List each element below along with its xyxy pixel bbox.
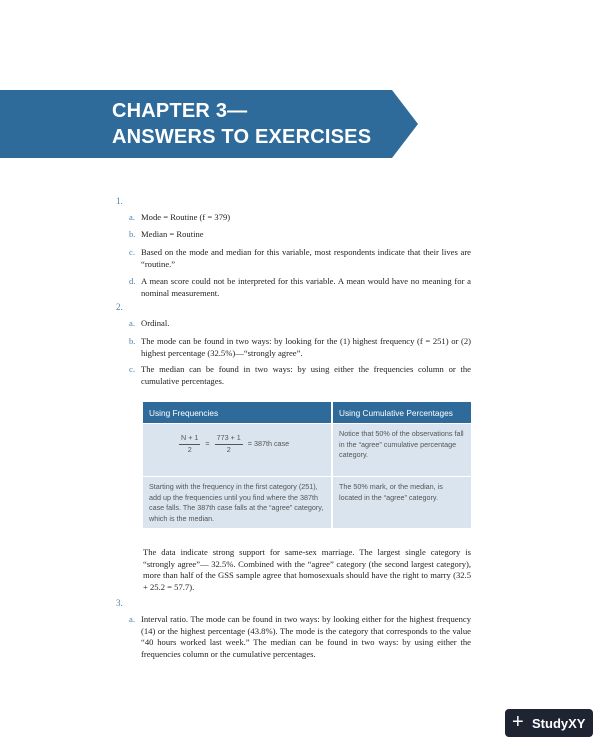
formula-left-denominator: 2 <box>187 444 192 454</box>
table-cell-formula <box>143 423 333 476</box>
question-1-number: 1. <box>116 196 123 206</box>
item-text: Based on the mode and median for this variable, most respondents indicate that their lives are “routine.” <box>141 247 471 269</box>
item-text: Mode = Routine (f = 379) <box>141 212 231 222</box>
item-text: Ordinal. <box>141 318 170 328</box>
q1-item-c <box>129 247 471 270</box>
formula-right-numerator: 773 + 1 <box>215 433 243 445</box>
formula-fraction-right <box>215 433 243 455</box>
median-methods-table <box>143 402 471 528</box>
item-letter: d. <box>129 276 136 286</box>
median-formula <box>149 429 325 471</box>
table-row <box>143 476 471 528</box>
item-letter: a. <box>129 318 135 328</box>
item-text: The median can be found in two ways: by using either the frequencies column or the cumulative percentages. <box>141 364 471 386</box>
table-row <box>143 423 471 476</box>
item-letter: b. <box>129 229 136 239</box>
q1-item-b <box>129 229 471 241</box>
q1-item-a <box>129 212 471 224</box>
q3-item-a <box>129 614 471 660</box>
q2-item-c <box>129 364 471 387</box>
logo-text: StudyXY <box>532 716 586 731</box>
chapter-title-line1: CHAPTER 3— <box>112 100 248 122</box>
item-text: Median = Routine <box>141 229 204 239</box>
question-2-number: 2. <box>116 302 123 312</box>
item-letter: a. <box>129 212 135 222</box>
table-cell: The 50% mark, or the median, is located in the “agree” category. <box>333 476 471 528</box>
table-header-frequencies: Using Frequencies <box>143 402 333 423</box>
formula-right-denominator: 2 <box>226 444 231 454</box>
table-cell: Starting with the frequency in the first category (251), add up the frequencies until you find where the 387th case falls. The 387th case falls at the “agree” category, which is the median. <box>143 476 333 528</box>
studyxy-logo <box>505 709 593 737</box>
chapter-title <box>112 98 371 150</box>
item-text: A mean score could not be interpreted for this variable. A mean would have no meaning for a nominal measurement. <box>141 276 471 298</box>
item-text: Interval ratio. The mode can be found in two ways: by looking either for the highest frequency (14) or the highest percentage (43.8%). The mode is the category that corresponds to the value “40 hours worked last week.” The median can be found in two ways: by using either the frequencies column or the cumulative percentages. <box>141 614 471 659</box>
formula-left-numerator: N + 1 <box>179 433 200 445</box>
item-text: The mode can be found in two ways: by looking for the (1) highest frequency (f = 251) or (2) highest percentage (32.5%)—“strongly agree”. <box>141 336 471 358</box>
item-letter: a. <box>129 614 135 624</box>
chapter-title-line2: ANSWERS TO EXERCISES <box>112 126 372 148</box>
q2-summary-paragraph: The data indicate strong support for same-sex marriage. The largest single category is “strongly agree”— 32.5%. Combined with the “agree” category (the second largest category), more than half of the GSS sample agree that homosexuals should have the right to marry (32.5 + 25.2 = 57.7). <box>143 547 471 592</box>
formula-equals: = <box>205 439 210 448</box>
item-letter: c. <box>129 247 135 257</box>
question-3-number: 3. <box>116 598 123 608</box>
table-cell: Notice that 50% of the observations fall in the “agree” cumulative percentage category. <box>333 423 471 476</box>
formula-result: = 387th case <box>247 438 290 448</box>
item-letter: b. <box>129 336 136 346</box>
q2-item-a <box>129 318 471 330</box>
item-letter: c. <box>129 364 135 374</box>
table-header-cumulative: Using Cumulative Percentages <box>333 402 471 423</box>
table-header-row <box>143 402 471 423</box>
chapter-banner <box>0 90 418 158</box>
formula-fraction-left <box>179 433 200 455</box>
q1-item-d <box>129 276 471 299</box>
q2-item-b <box>129 336 471 359</box>
plus-icon: + <box>512 711 524 733</box>
